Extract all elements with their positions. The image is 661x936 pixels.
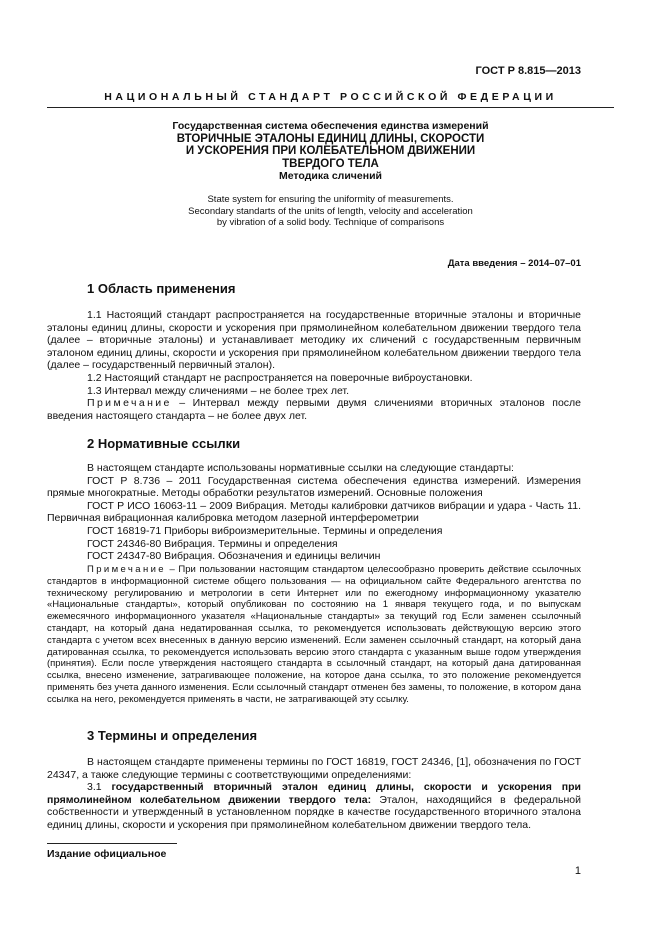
page-number: 1 (574, 865, 581, 877)
title-subtitle: Методика сличений (278, 170, 382, 182)
term-definition-3-1 (47, 781, 581, 831)
document-code: ГОСТ Р 8.815—2013 (475, 65, 581, 77)
note-label: Примечание (87, 564, 166, 575)
reference-item: ГОСТ 24346-80 Вибрация. Термины и определения (87, 537, 338, 550)
note-label: Примечание (87, 397, 172, 410)
paragraph-1-3: 1.3 Интервал между сличениями – не более трех лет. (87, 384, 349, 397)
footer-divider (47, 843, 177, 844)
reference-item: ГОСТ Р ИСО 16063-11 – 2009 Вибрация. Методы калибровки датчиков вибрации и удара - Часть 11. Первичная вибрационная калибровка методом лазерной интерферометрии (47, 499, 581, 525)
section-2-body (47, 462, 581, 563)
note-text: – Интервал между первыми двумя сличениями вторичных эталонов после введения настоящего стандарта – не более двух лет. (47, 397, 581, 422)
introduction-date: Дата введения – 2014–07–01 (447, 258, 581, 269)
title-line-2: ВТОРИЧНЫЕ ЭТАЛОНЫ ЕДИНИЦ ДЛИНЫ, СКОРОСТИ (176, 132, 485, 145)
title-line-3: И УСКОРЕНИЯ ПРИ КОЛЕБАТЕЛЬНОМ ДВИЖЕНИИ (185, 145, 476, 157)
english-title-line-3: by vibration of a solid body. Technique of comparisons (216, 217, 445, 228)
header-divider (47, 107, 614, 108)
national-standard-banner: НАЦИОНАЛЬНЫЙ СТАНДАРТ РОССИЙСКОЙ ФЕДЕРАЦИИ (104, 91, 557, 103)
official-edition-label: Издание официальное (47, 848, 167, 860)
reference-item: ГОСТ 24347-80 Вибрация. Обозначения и единицы величин (87, 550, 381, 563)
paragraph-1-1: 1.1 Настоящий стандарт распространяется на государственные вторичные эталоны и вторичные эталоны единиц длины, скорости и ускорения при прямолинейном колебательном движении твердого тела (далее – вторичные эталоны) и устанавливает методику их сличений с государственным первичным эталоном единиц длины, скорости и ускорения при прямолинейном колебательном движении твердого тела (далее – государственный первичный эталон). (47, 309, 581, 372)
english-title-line-2: Secondary standarts of the units of length, velocity and acceleration (188, 205, 473, 217)
note-text: – При пользовании настоящим стандартом целесообразно проверить действие ссылочных стандартов в информационной системе общего пользования — на официальном сайте Федерального агентства по техническому регулированию и метрологии в сети Интернет или по ежегодному информационному указателю «Национальные стандарты», который опубликован по состоянию на 1 января текущего года, и по выпускам ежемесячного информационного указателя «Национальные стандарты» за текущий год Если заменен ссылочный стандарт, на который дана недатированная ссылка, то рекомендуется использовать действующую версию этого стандарта с учетом всех внесенных в данную версию изменений. Если заменен ссылочный стандарт, на который дана датированная ссылка, то рекомендуется использовать версию этого стандарта с указанным выше годом утверждения (принятия). Если после утверждения настоящего стандарта в ссылочный стандарт, на который дана датированная ссылка, внесено изменение, затрагивающее положение, на которое дана ссылка, то это положение рекомендуется применять без учета данного изменения. Если ссылочный стандарт отменен без замены, то положение, в котором дана ссылка на него, рекомендуется применять в части, не затрагивающей эту ссылку. (47, 564, 581, 705)
section-2-intro: В настоящем стандарте использованы нормативные ссылки на следующие стандарты: (87, 462, 514, 474)
reference-item: ГОСТ Р 8.736 – 2011 Государственная система обеспечения единства измерений. Измерения прямые многократные. Методы обработки результатов измерений. Основные положения (47, 474, 581, 500)
section-3-body (47, 756, 581, 832)
english-title (90, 194, 571, 229)
section-2-note (47, 564, 581, 706)
section-1-body (47, 309, 581, 422)
section-1-heading: 1 Область применения (87, 281, 236, 296)
section-3-intro: В настоящем стандарте применены термины по ГОСТ 16819, ГОСТ 24346, [1], обозначения по ГОСТ 24347, а также следующие термины с соответствующими определениями: (47, 756, 581, 781)
section-2-heading: 2 Нормативные ссылки (87, 436, 241, 451)
term-text: Эталон, находящийся в федеральной собственности и утвержденный в установленном порядке в качестве государственного вторичного эталона единиц длины, скорости и ускорения при прямолинейном колебательном движении твердого тела. (47, 793, 581, 831)
term-number: 3.1 (87, 781, 112, 794)
section-1-note (47, 397, 581, 422)
paragraph-1-2: 1.2 Настоящий стандарт не распространяется на поверочные виброустановки. (87, 371, 473, 384)
reference-item: ГОСТ 16819-71 Приборы виброизмерительные. Термины и определения (87, 524, 443, 537)
title-system-line: Государственная система обеспечения единства измерений (172, 120, 489, 132)
document-title (70, 120, 591, 183)
title-line-4: ТВЕРДОГО ТЕЛА (282, 157, 379, 170)
section-3-heading: 3 Термины и определения (87, 728, 258, 743)
english-title-line-1: State system for ensuring the uniformity of measurements. (207, 194, 454, 205)
term-name: государственный вторичный эталон единиц длины, скорости и ускорения при прямолинейном колебательном движении твердого тела: (47, 781, 581, 806)
